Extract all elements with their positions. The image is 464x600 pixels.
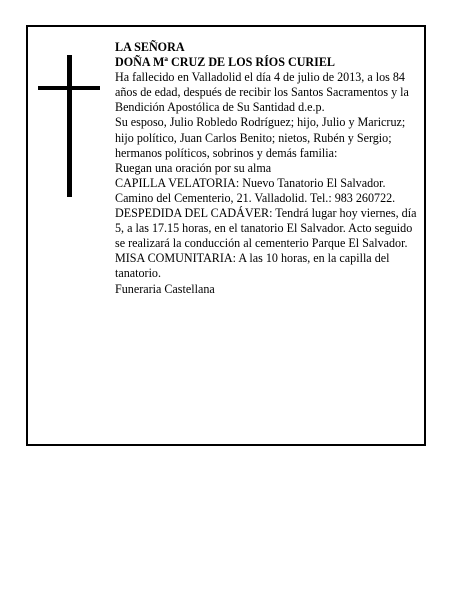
mass-info: MISA COMUNITARIA: A las 10 horas, en la capilla del tanatorio.	[115, 251, 390, 281]
obituary-notice	[26, 25, 426, 446]
deceased-name: DOÑA Mª CRUZ DE LOS RÍOS CURIEL	[115, 55, 336, 70]
prayer-request: Ruegan una oración por su alma	[115, 160, 272, 175]
family-list: Su esposo, Julio Robledo Rodríguez; hijo, Julio y Maricruz; hijo político, Juan Carlos Benito; nietos, Rubén y Sergio; hermanos políticos, sobrinos y demás familia:	[115, 115, 406, 160]
cross-vertical-bar	[67, 55, 72, 197]
farewell-info: DESPEDIDA DEL CADÁVER: Tendrá lugar hoy viernes, día 5, a las 17.15 horas, en el tanatorio El Salvador. Acto seguido se realizará la conducción al cementerio Parque El Salvador.	[115, 206, 417, 251]
notice-title-line1: LA SEÑORA	[115, 40, 185, 54]
funeral-home: Funeraria Castellana	[115, 281, 215, 296]
cross-horizontal-bar	[38, 86, 100, 90]
notice-text	[115, 40, 425, 297]
death-announcement: Ha fallecido en Valladolid el día 4 de julio de 2013, a los 84 años de edad, después de recibir los Santos Sacramentos y la Bendición Apostólica de Su Santidad d.e.p.	[115, 70, 409, 115]
chapel-info: CAPILLA VELATORIA: Nuevo Tanatorio El Salvador. Camino del Cementerio, 21. Valladolid. Tel.: 983 260722.	[115, 175, 396, 205]
